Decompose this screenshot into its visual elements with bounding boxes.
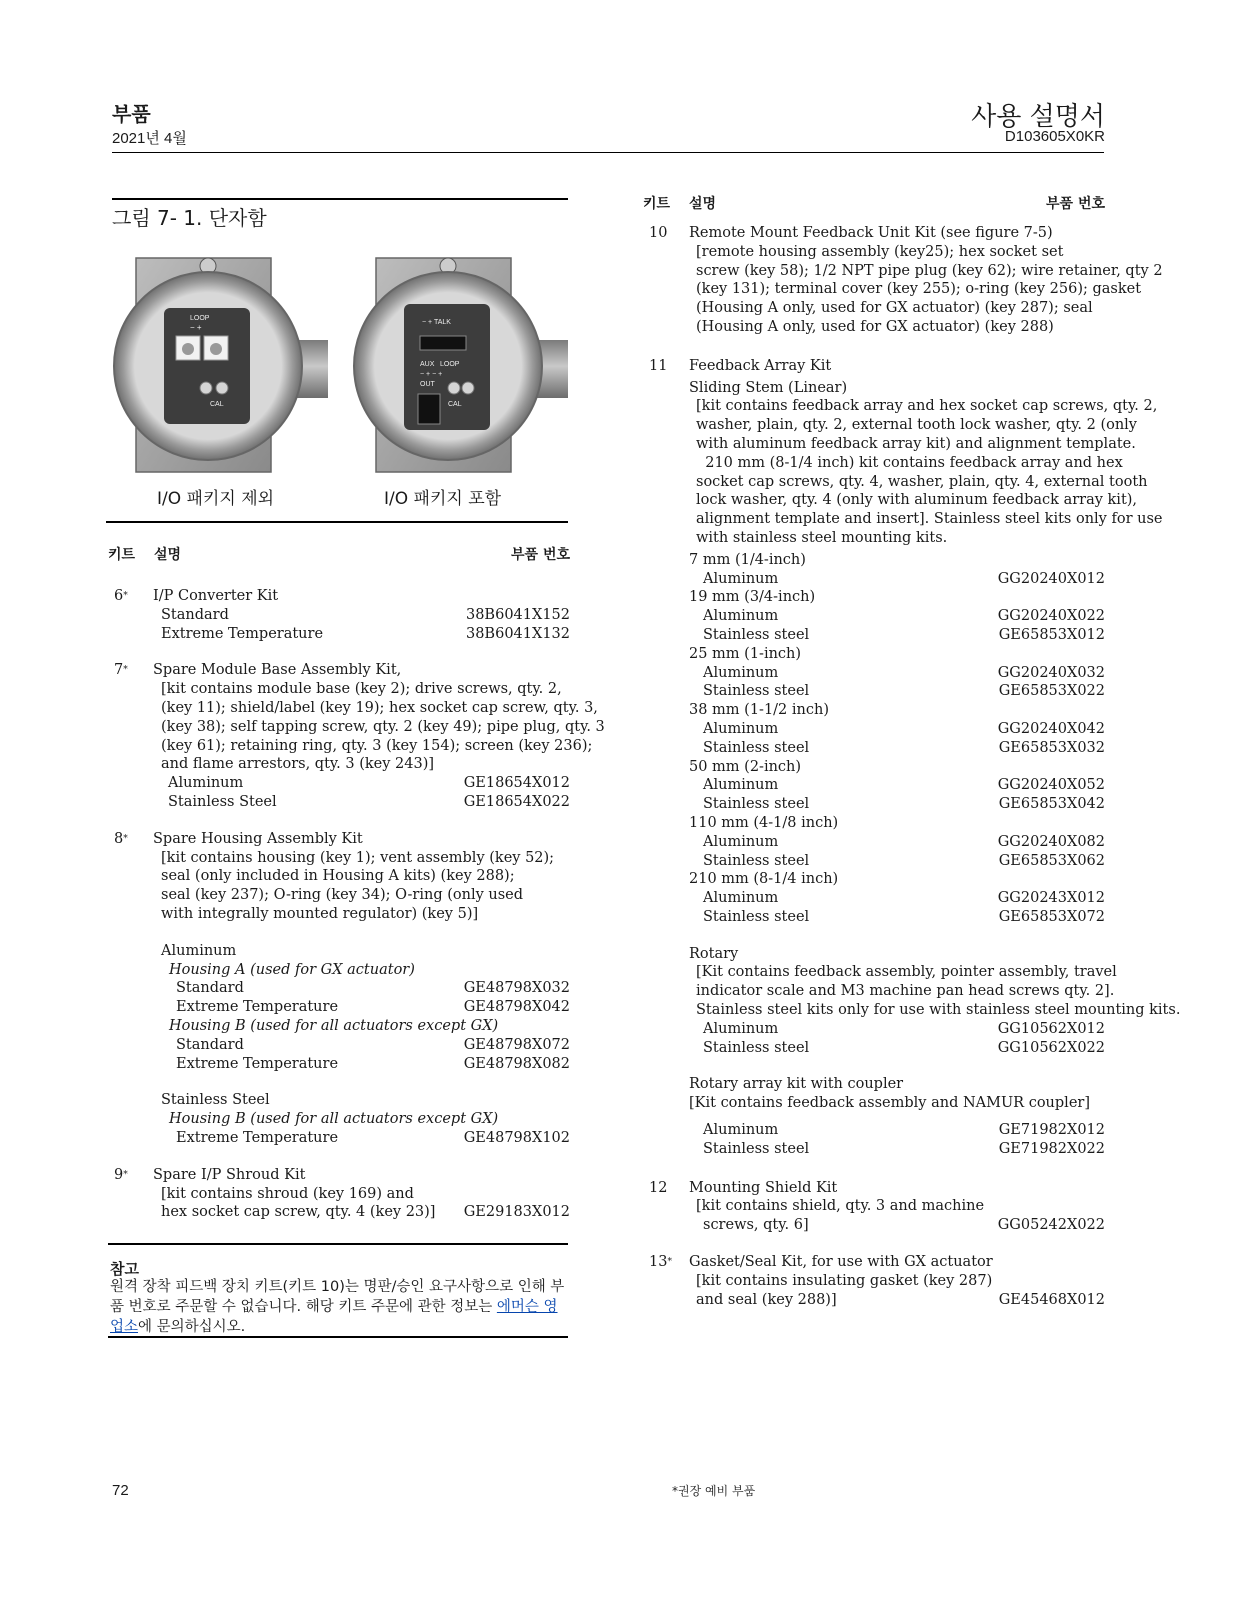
kit-9-desc-pn-row: hex socket cap screw, qty. 4 (key 23)] GE29183X012 bbox=[161, 1204, 570, 1221]
left-parts-list bbox=[114, 587, 605, 1222]
kit-11-linear-desc-line: alignment template and insert]. Stainless steel kits only for use bbox=[696, 511, 1163, 528]
right-header-part: 부품 번호 bbox=[1046, 196, 1105, 212]
size-heading: 110 mm (4-1/8 inch) bbox=[689, 814, 839, 831]
kit-7-aluminum-row: Aluminum GE18654X012 bbox=[168, 775, 570, 792]
size-item-row: Stainless steel GE65853X012 bbox=[703, 626, 1105, 643]
size-item-row: Stainless steel GE65853X032 bbox=[703, 739, 1105, 756]
kit-13-title-row: 13* Gasket/Seal Kit, for use with GX actuator bbox=[649, 1254, 993, 1271]
kit-11-linear-desc-line: [kit contains feedback array and hex socket cap screws, qty. 2, bbox=[696, 398, 1158, 415]
kit-8-ss-heading: Stainless Steel bbox=[161, 1092, 270, 1109]
kit-11-linear-heading: Sliding Stem (Linear) bbox=[689, 379, 848, 396]
sales-office-link[interactable]: 에머슨 영업소 bbox=[110, 1299, 558, 1335]
kit-11-linear-desc-line: lock washer, qty. 4 (only with aluminum feedback array kit), bbox=[696, 492, 1138, 509]
note-top-rule bbox=[108, 1243, 568, 1245]
footer-note: *권장 예비 부품 bbox=[672, 1484, 756, 1498]
kit-7-desc-line: and flame arrestors, qty. 3 (key 243)] bbox=[161, 756, 435, 773]
coupler-item-row: Stainless steel GE71982X022 bbox=[703, 1140, 1105, 1157]
kit-13-desc-line: [kit contains insulating gasket (key 287) bbox=[696, 1272, 993, 1289]
figure-title: 그림 7- 1. 단자함 bbox=[112, 206, 267, 230]
label-cal: CAL bbox=[210, 401, 224, 408]
section-title: 부품 bbox=[112, 104, 151, 126]
label-polarity: − + bbox=[190, 323, 202, 332]
page-number: 72 bbox=[112, 1482, 129, 1499]
kit-8-ss-housing-b-heading: Housing B (used for all actuators except GX) bbox=[169, 1111, 499, 1128]
header-rule bbox=[112, 152, 1104, 153]
kit-8-desc-line: seal (key 237); O-ring (key 34); O-ring (only used bbox=[161, 887, 524, 904]
note-body bbox=[110, 1277, 570, 1337]
kit-7-desc-line: [kit contains module base (key 2); drive screws, qty. 2, bbox=[161, 681, 562, 698]
note-bottom-rule bbox=[108, 1336, 568, 1338]
size-heading: 210 mm (8-1/4 inch) bbox=[689, 871, 839, 888]
kit-10-desc-line: (Housing A only, used for GX actuator) (key 288) bbox=[696, 318, 1054, 335]
kit-12-desc-line: [kit contains shield, qty. 3 and machine bbox=[696, 1198, 985, 1215]
document-number: D103605X0KR bbox=[1004, 128, 1105, 145]
size-item-row: Aluminum GG20243X012 bbox=[703, 890, 1105, 907]
kit-11-linear-desc-line: with aluminum feedback array kit) and alignment template. bbox=[696, 435, 1136, 452]
kit-10-desc-line: (Housing A only, used for GX actuator) (key 287); seal bbox=[696, 300, 1093, 317]
kit-12-title-row: 12 Mounting Shield Kit bbox=[649, 1179, 838, 1196]
label-out: OUT bbox=[420, 381, 435, 388]
size-item-row: Aluminum GG20240X032 bbox=[703, 664, 1105, 681]
kit-11-linear-desc-line: with stainless steel mounting kits. bbox=[696, 529, 948, 546]
size-heading: 38 mm (1-1/2 inch) bbox=[689, 702, 829, 719]
size-heading: 25 mm (1-inch) bbox=[689, 645, 802, 662]
kit-8-b-extreme-row: Extreme Temperature GE48798X082 bbox=[176, 1055, 570, 1072]
kit-8-a-standard-row: Standard GE48798X032 bbox=[176, 980, 570, 997]
kit-10-desc-line: [remote housing assembly (key25); hex socket set bbox=[696, 243, 1064, 260]
coupler-heading: Rotary array kit with coupler bbox=[689, 1076, 904, 1093]
kit-13-desc-pn-row: and seal (key 288)] GE45468X012 bbox=[696, 1291, 1105, 1308]
kit-7-stainless-row: Stainless Steel GE18654X022 bbox=[168, 793, 570, 810]
kit-6-title-row: 6* I/P Converter Kit bbox=[114, 588, 279, 604]
kit-9-title-row: 9* Spare I/P Shroud Kit bbox=[114, 1166, 306, 1183]
label-loop: LOOP bbox=[190, 315, 210, 322]
size-item-row: Aluminum GG20240X012 bbox=[703, 570, 1105, 587]
label-cal-io: CAL bbox=[448, 401, 462, 408]
figure-top-rule bbox=[112, 198, 568, 200]
kit-7-desc-line: (key 38); self tapping screw, qty. 2 (key 49); pipe plug, qty. 3 bbox=[161, 718, 605, 735]
size-item-row: Stainless steel GE65853X022 bbox=[703, 683, 1105, 700]
kit-6-extreme-row: Extreme Temperature 38B6041X132 bbox=[161, 625, 570, 642]
kit-11-linear-desc-line: washer, plain, qty. 2, external tooth lock washer, qty. 2 (only bbox=[696, 417, 1137, 434]
kit-10-desc-line: screw (key 58); 1/2 NPT pipe plug (key 62); wire retainer, qty 2 bbox=[696, 262, 1163, 279]
size-item-row: Stainless steel GE65853X042 bbox=[703, 796, 1105, 813]
note-text: 원격 장착 피드백 장치 키트(키트 10)는 명판/승인 요구사항으로 인해 부품 번호로 주문할 수 없습니다. 해당 키트 주문에 관한 정보는 bbox=[110, 1279, 565, 1315]
size-heading: 7 mm (1/4-inch) bbox=[689, 551, 806, 568]
kit-12-desc-pn-row: screws, qty. 6] GG05242X022 bbox=[703, 1217, 1105, 1234]
kit-8-desc-line: seal (only included in Housing A kits) (key 288); bbox=[161, 868, 515, 885]
label-polarity-io: − + − + bbox=[420, 371, 443, 378]
rotary-desc-line: indicator scale and M3 machine pan head screws qty. 2]. bbox=[696, 983, 1115, 1000]
kit-11-linear-desc-line: 210 mm (8-1/4 inch) kit contains feedback array and hex bbox=[696, 454, 1123, 471]
right-header-desc: 설명 bbox=[689, 196, 717, 212]
terminal-box-with-io bbox=[354, 258, 568, 472]
kit-8-b-standard-row: Standard GE48798X072 bbox=[176, 1036, 570, 1053]
kit-8-desc-line: with integrally mounted regulator) (key 5)] bbox=[161, 905, 479, 922]
kit-7-desc-line: (key 61); retaining ring, qty. 3 (key 154); screen (key 236); bbox=[161, 737, 593, 754]
kit-8-desc-line: [kit contains housing (key 1); vent assembly (key 52); bbox=[161, 849, 555, 866]
right-header-key: 키트 bbox=[643, 196, 671, 212]
size-item-row: Stainless steel GE65853X072 bbox=[703, 908, 1105, 925]
size-item-row: Aluminum GG20240X042 bbox=[703, 720, 1105, 737]
kit-7-desc-line: (key 11); shield/label (key 19); hex socket cap screw, qty. 3, bbox=[161, 699, 598, 716]
kit-10-title-row: 10 Remote Mount Feedback Unit Kit (see figure 7-5) bbox=[649, 225, 1053, 241]
right-parts-list bbox=[649, 224, 1181, 1309]
rotary-item-row: Aluminum GG10562X012 bbox=[703, 1020, 1105, 1037]
label-loop-io: LOOP bbox=[440, 361, 460, 368]
size-item-row: Aluminum GG20240X082 bbox=[703, 833, 1105, 850]
issue-date: 2021년 4월 bbox=[112, 130, 187, 147]
caption-with-io: I/O 패키지 포함 bbox=[384, 489, 502, 509]
coupler-item-row: Aluminum GE71982X012 bbox=[703, 1122, 1105, 1139]
coupler-desc-line: [Kit contains feedback assembly and NAMUR coupler] bbox=[689, 1095, 1090, 1112]
size-heading: 19 mm (3/4-inch) bbox=[689, 589, 816, 606]
left-header-desc: 설명 bbox=[154, 547, 182, 563]
terminal-box-without-io bbox=[114, 258, 328, 472]
left-header-part: 부품 번호 bbox=[511, 547, 570, 563]
figure-bottom-rule bbox=[106, 521, 568, 523]
note-tail: 에 문의하십시오. bbox=[138, 1319, 246, 1335]
kit-11-linear-desc-line: socket cap screws, qty. 4, washer, plain, qty. 4, external tooth bbox=[696, 473, 1148, 490]
label-talk: − + TALK bbox=[422, 319, 451, 326]
rotary-item-row: Stainless steel GG10562X022 bbox=[703, 1039, 1105, 1056]
kit-8-title-row: 8* Spare Housing Assembly Kit bbox=[114, 830, 363, 847]
kit-8-a-extreme-row: Extreme Temperature GE48798X042 bbox=[176, 999, 570, 1016]
size-item-row: Aluminum GG20240X052 bbox=[703, 777, 1105, 794]
document-title: 사용 설명서 bbox=[971, 102, 1105, 132]
kit-10-desc-line: (key 131); terminal cover (key 255); o-ring (key 256); gasket bbox=[696, 281, 1142, 298]
kit-9-desc-line: [kit contains shroud (key 169) and bbox=[161, 1185, 414, 1202]
left-header-key: 키트 bbox=[108, 547, 136, 563]
kit-11-title-row: 11 Feedback Array Kit bbox=[649, 357, 832, 374]
kit-7-title-row: 7* Spare Module Base Assembly Kit, bbox=[114, 662, 402, 679]
rotary-desc-line: [Kit contains feedback assembly, pointer assembly, travel bbox=[696, 964, 1117, 981]
size-item-row: Stainless steel GE65853X062 bbox=[703, 852, 1105, 869]
note-heading: 참고 bbox=[110, 1260, 139, 1278]
kit-8-aluminum-heading: Aluminum bbox=[161, 942, 237, 959]
size-item-row: Aluminum GG20240X022 bbox=[703, 608, 1105, 625]
kit-8-housing-a-heading: Housing A (used for GX actuator) bbox=[169, 961, 415, 978]
label-aux: AUX bbox=[420, 361, 435, 368]
kit-8-housing-b-heading: Housing B (used for all actuators except GX) bbox=[169, 1017, 499, 1034]
kit-6-standard-row: Standard 38B6041X152 bbox=[161, 606, 570, 623]
rotary-desc-line: Stainless steel kits only for use with stainless steel mounting kits. bbox=[696, 1002, 1181, 1019]
kit-8-ss-extreme-row: Extreme Temperature GE48798X102 bbox=[176, 1129, 570, 1146]
caption-without-io: I/O 패키지 제외 bbox=[157, 489, 275, 509]
terminal-box-figure bbox=[108, 252, 568, 478]
rotary-heading: Rotary bbox=[689, 945, 739, 962]
size-heading: 50 mm (2-inch) bbox=[689, 758, 802, 775]
